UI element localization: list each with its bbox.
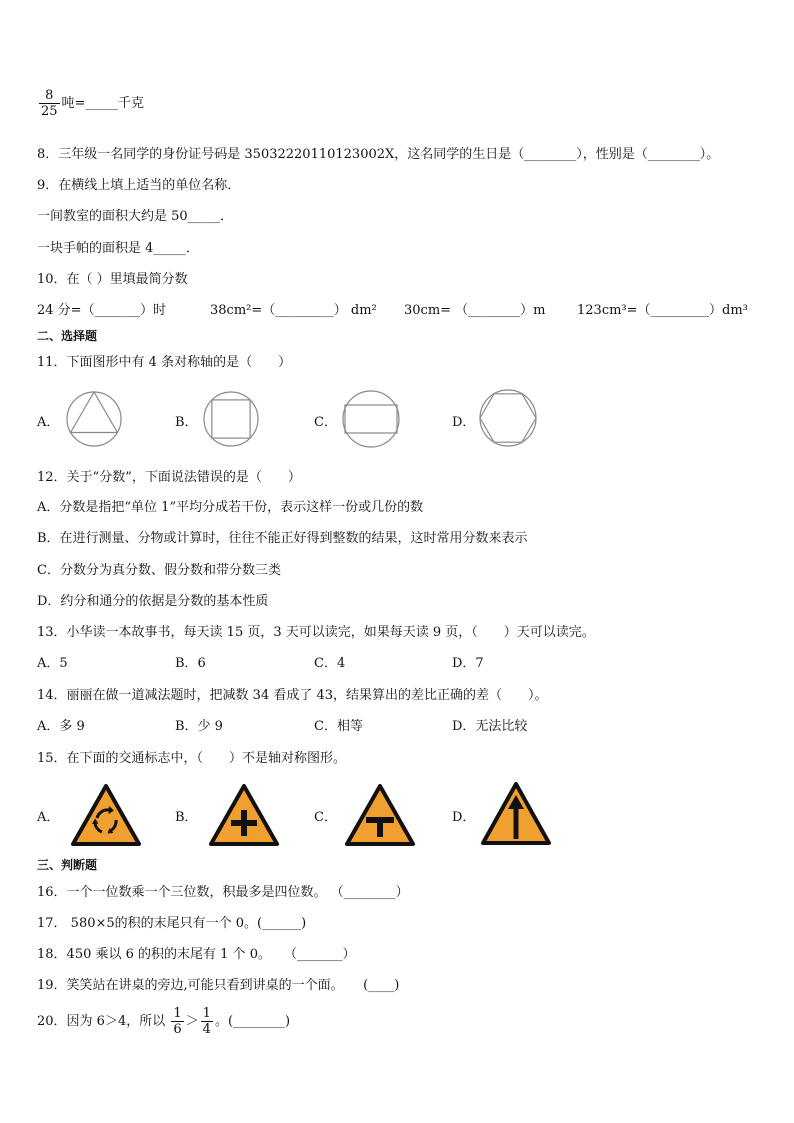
q15-label-b: B． — [175, 810, 198, 825]
q14-option-d: D．无法比较 — [452, 719, 528, 734]
q20-f1-numerator: 1 — [173, 1006, 182, 1021]
circle-square-figure — [202, 390, 260, 448]
crossroad-sign-icon — [208, 783, 280, 847]
q15-label-d: D． — [452, 810, 476, 825]
circle-hexagon-figure — [478, 388, 538, 448]
q20-f2-numerator: 1 — [202, 1006, 211, 1021]
q7-text: 吨=_____千克 — [61, 96, 144, 111]
roundabout-sign-icon — [70, 783, 142, 847]
q19-text: 19．笑笑站在讲桌的旁边,可能只看到讲桌的一个面。 (____) — [37, 978, 400, 993]
q13-option-b: B．6 — [175, 656, 206, 671]
q13-option-a: A．5 — [37, 656, 68, 671]
q20-line — [37, 1006, 290, 1037]
q10-item-2: 38cm²=（_________） dm² — [210, 303, 377, 318]
section-heading-choice: 二、选择题 — [37, 329, 98, 343]
q7-denominator: 25 — [41, 104, 58, 119]
q20-fraction-1 — [171, 1006, 183, 1037]
circle-rectangle-figure — [340, 390, 402, 448]
q15-label-a: A． — [37, 810, 60, 825]
q7-fraction — [39, 88, 60, 119]
q9-line1: 一间教室的面积大约是 50_____． — [37, 209, 234, 224]
q11-label-b: B． — [175, 415, 198, 430]
q10-item-3: 30cm= （________）m — [404, 303, 546, 318]
q12-option-c: C．分数分为真分数、假分数和带分数三类 — [37, 563, 281, 578]
q14-stem: 14．丽丽在做一道减法题时，把减数 34 看成了 43，结果算出的差比正确的差（ ）。 — [37, 688, 548, 703]
t-junction-sign-icon — [344, 783, 416, 847]
q11-label-c: C． — [314, 415, 337, 430]
q17-text: 17． 580×5的积的末尾只有一个 0。(______) — [37, 916, 307, 931]
straight-arrow-sign-icon — [480, 781, 552, 847]
q10-item-4: 123cm³=（_________）dm³ — [577, 303, 748, 318]
q10-item-1: 24 分=（_______）时 — [37, 303, 167, 318]
circle-triangle-figure — [65, 390, 123, 448]
q9-line2: 一块手帕的面积是 4_____． — [37, 241, 199, 256]
q12-option-d: D．约分和通分的依据是分数的基本性质 — [37, 594, 269, 609]
q7-line — [37, 88, 144, 119]
q15-stem: 15．在下面的交通标志中，（ ）不是轴对称图形。 — [37, 751, 347, 766]
q14-option-a: A．多 9 — [37, 719, 85, 734]
q12-stem: 12．关于“分数”，下面说法错误的是（ ） — [37, 470, 301, 485]
q18-text: 18．450 乘以 6 的积的末尾有 1 个 0。 （_______） — [37, 947, 356, 962]
q11-label-d: D． — [452, 415, 476, 430]
section-heading-judgment: 三、判断题 — [37, 858, 98, 872]
q12-option-b: B．在进行测量、分物或计算时，往往不能正好得到整数的结果，这时常用分数来表示 — [37, 531, 528, 546]
q13-stem: 13．小华读一本故事书，每天读 15 页，3 天可以读完，如果每天读 9 页，（ ）天可以读完。 — [37, 625, 595, 640]
q20-suffix: 。(________) — [214, 1014, 291, 1029]
q14-option-b: B．少 9 — [175, 719, 223, 734]
q8-text: 8．三年级一名同学的身份证号码是 35032220110123002X，这名同学的生日是（________），性别是（________）。 — [37, 147, 720, 162]
q20-greater-than: ＞ — [185, 1014, 199, 1029]
q20-fraction-2 — [201, 1006, 213, 1037]
q13-option-d: D．7 — [452, 656, 484, 671]
q20-f1-denominator: 6 — [173, 1022, 182, 1037]
q15-label-c: C． — [314, 810, 337, 825]
q12-option-a: A．分数是指把“单位 1”平均分成若干份，表示这样一份或几份的数 — [37, 500, 424, 515]
q9-title: 9．在横线上填上适当的单位名称． — [37, 178, 241, 193]
q20-f2-denominator: 4 — [202, 1022, 211, 1037]
q11-label-a: A． — [37, 415, 60, 430]
q16-text: 16．一个一位数乘一个三位数，积最多是四位数。 （________） — [37, 885, 409, 900]
q20-prefix: 20．因为 6＞4，所以 — [37, 1014, 166, 1029]
q14-option-c: C．相等 — [314, 719, 363, 734]
q7-numerator: 8 — [39, 88, 60, 104]
q10-title: 10．在（ ）里填最简分数 — [37, 272, 188, 287]
q11-stem: 11．下面图形中有 4 条对称轴的是（ ） — [37, 355, 292, 370]
q13-option-c: C．4 — [314, 656, 346, 671]
